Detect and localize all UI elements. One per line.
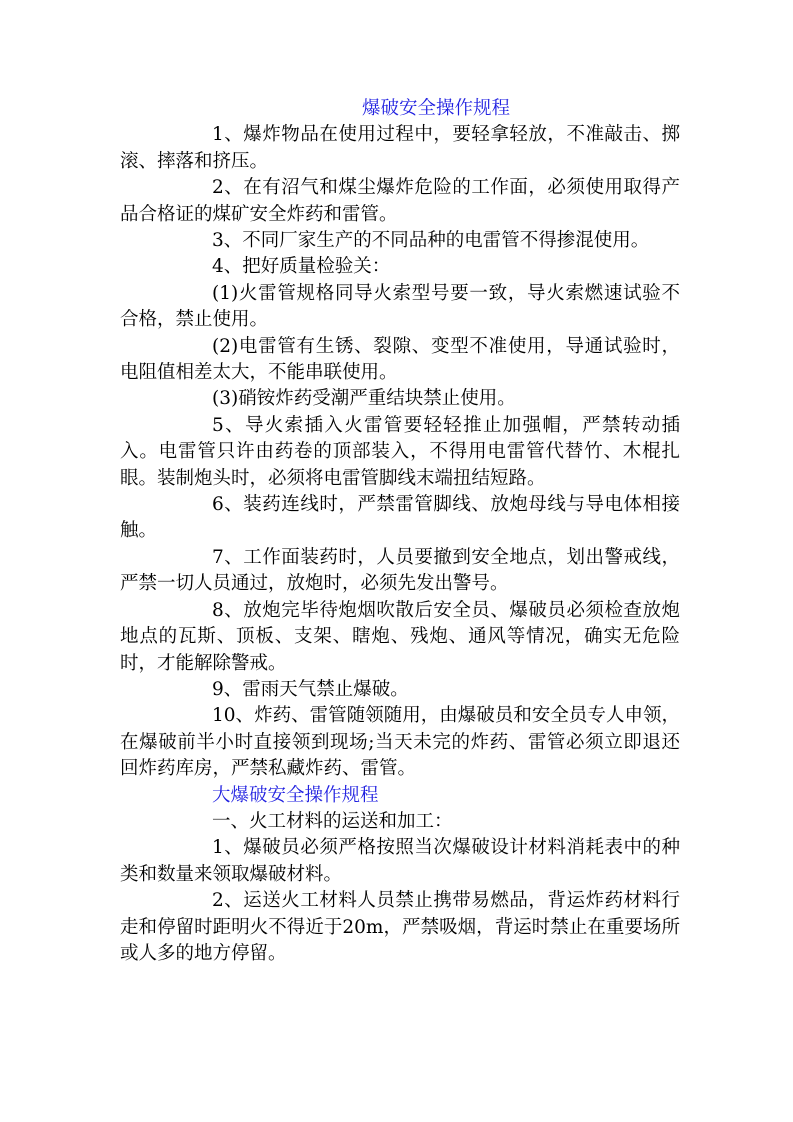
paragraph-rule-2: 2、在有沼气和煤尘爆炸危险的工作面，必须使用取得产品合格证的煤矿安全炸药和雷管。 bbox=[120, 177, 680, 225]
paragraph-rule-4-3: (3)硝铵炸药受潮严重结块禁止使用。 bbox=[212, 388, 516, 410]
paragraph-section2-rule-2: 2、运送火工材料人员禁止携带易燃品，背运炸药材料行走和停留时距明火不得近于20m，严禁吸烟，背运时禁止在重要场所或人多的地方停留。 bbox=[120, 890, 680, 964]
document-title: 爆破安全操作规程 bbox=[362, 98, 511, 119]
paragraph-rule-3: 3、不同厂家生产的不同品种的电雷管不得掺混使用。 bbox=[212, 230, 650, 252]
paragraph-rule-1: 1、爆炸物品在使用过程中，要轻拿轻放，不准敲击、掷滚、摔落和挤压。 bbox=[120, 124, 680, 172]
paragraph-rule-7: 7、工作面装药时，人员要撤到安全地点，划出警戒线，严禁一切人员通过，放炮时，必须先发出警号。 bbox=[120, 546, 680, 595]
paragraph-rule-8: 8、放炮完毕待炮烟吹散后安全员、爆破员必须检查放炮地点的瓦斯、顶板、支架、瞎炮、残炮、通风等情况，确实无危险时，才能解除警戒。 bbox=[120, 599, 680, 674]
paragraph-rule-9: 9、雷雨天气禁止爆破。 bbox=[212, 678, 409, 700]
paragraph-rule-6: 6、装药连线时，严禁雷管脚线、放炮母线与导电体相接触。 bbox=[120, 494, 680, 542]
paragraph-rule-4: 4、把好质量检验关： bbox=[212, 256, 391, 278]
paragraph-section2-heading-1: 一、火工材料的运送和加工： bbox=[212, 810, 453, 832]
document-page bbox=[120, 96, 680, 967]
paragraph-rule-4-1: (1)火雷管规格同导火索型号要一致，导火索燃速试验不合格，禁止使用。 bbox=[120, 282, 680, 331]
paragraph-rule-4-2: (2)电雷管有生锈、裂隙、变型不准使用，导通试验时，电阻值相差太大，不能串联使用。 bbox=[120, 335, 680, 384]
paragraph-rule-5: 5、导火索插入火雷管要轻轻推止加强帽，严禁转动插入。电雷管只许由药卷的顶部装入，不得用电雷管代替竹、木棍扎眼。装制炮头时，必须将电雷管脚线末端扭结短路。 bbox=[120, 414, 680, 489]
paragraph-rule-10: 10、炸药、雷管随领随用，由爆破员和安全员专人申领，在爆破前半小时直接领到现场;当天未完的炸药、雷管必须立即退还回炸药库房，严禁私藏炸药、雷管。 bbox=[120, 705, 680, 780]
section-title-large-blasting: 大爆破安全操作规程 bbox=[212, 784, 379, 806]
paragraph-section2-rule-1: 1、爆破员必须严格按照当次爆破设计材料消耗表中的种类和数量来领取爆破材料。 bbox=[120, 837, 680, 885]
